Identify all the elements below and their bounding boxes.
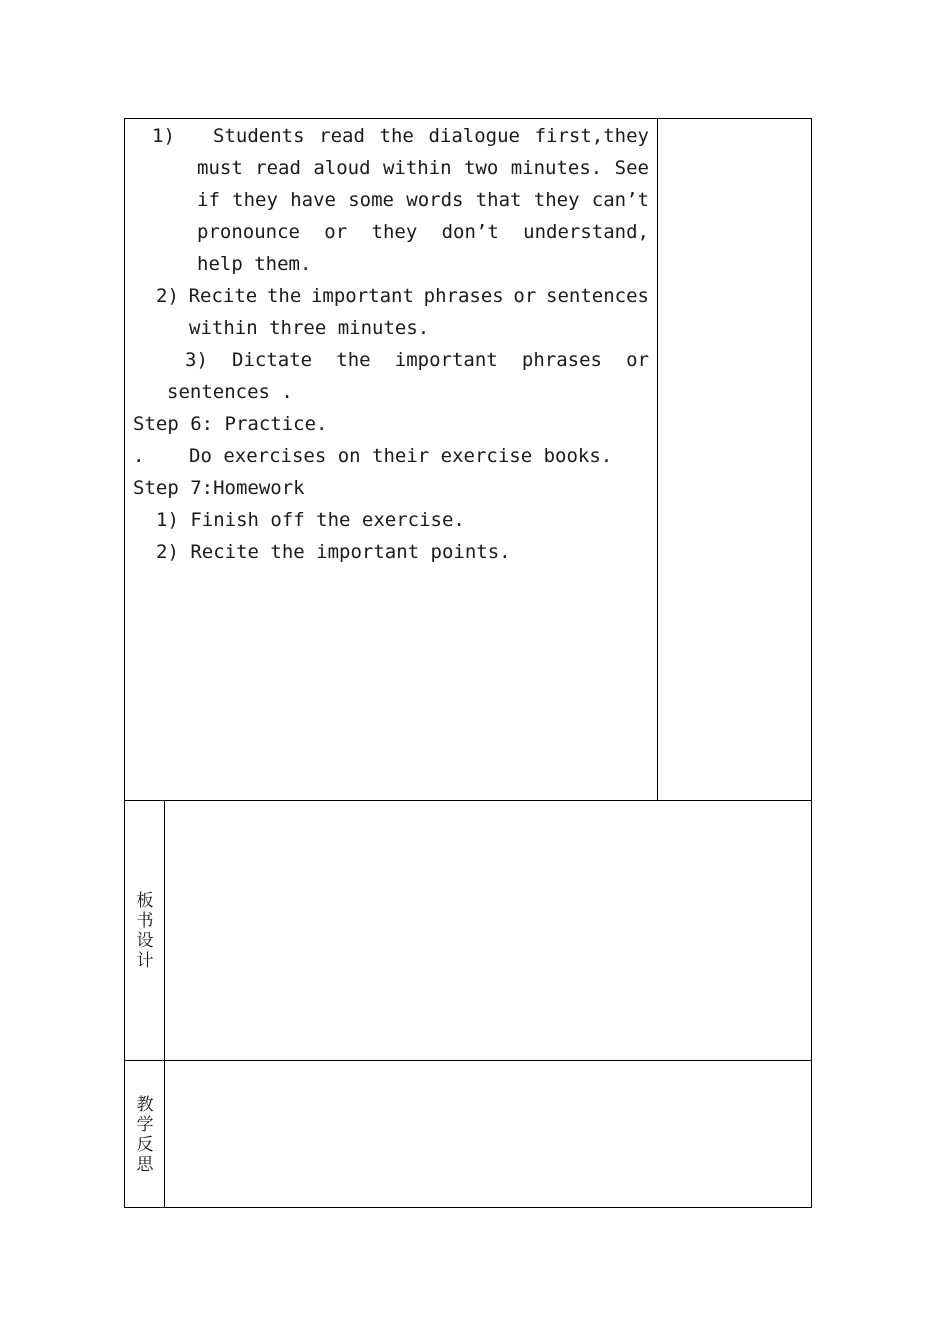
table-right-border <box>811 118 812 1208</box>
step6-text: Do exercises on their exercise books. <box>189 445 613 467</box>
item1-line3: if they have some words that they can’t <box>197 189 649 211</box>
board-design-content <box>165 801 811 1060</box>
step6-title: Step 6: Practice. <box>133 413 328 435</box>
teaching-reflection-content <box>165 1061 811 1207</box>
item2-line1: 2) Recite the important phrases or sentences <box>156 285 649 307</box>
item1-line4: pronounce or they don’t understand, <box>197 221 649 243</box>
teaching-reflection-label: 教 学 反 思 <box>136 1095 154 1175</box>
board-design-label: 板 书 设 计 <box>136 891 154 971</box>
table-left-border <box>124 118 125 1208</box>
step7-item-2: 2) Recite the important points. <box>156 541 511 563</box>
step6-bullet: . <box>133 445 145 467</box>
table-bottom-border <box>124 1207 812 1208</box>
notes-cell <box>658 119 811 800</box>
item1-number: 1) <box>152 125 175 147</box>
item3-line1: 3) Dictate the important phrases or <box>185 349 649 371</box>
item1-line5: help them. <box>197 253 312 275</box>
step7-title: Step 7:Homework <box>133 477 305 499</box>
item2-line2: within three minutes. <box>189 317 430 339</box>
item1-line2: must read aloud within two minutes. See <box>197 157 649 179</box>
item3-line2: sentences . <box>167 381 293 403</box>
item1-line1: Students read the dialogue first,they <box>213 125 649 147</box>
step7-item-1: 1) Finish off the exercise. <box>156 509 465 531</box>
